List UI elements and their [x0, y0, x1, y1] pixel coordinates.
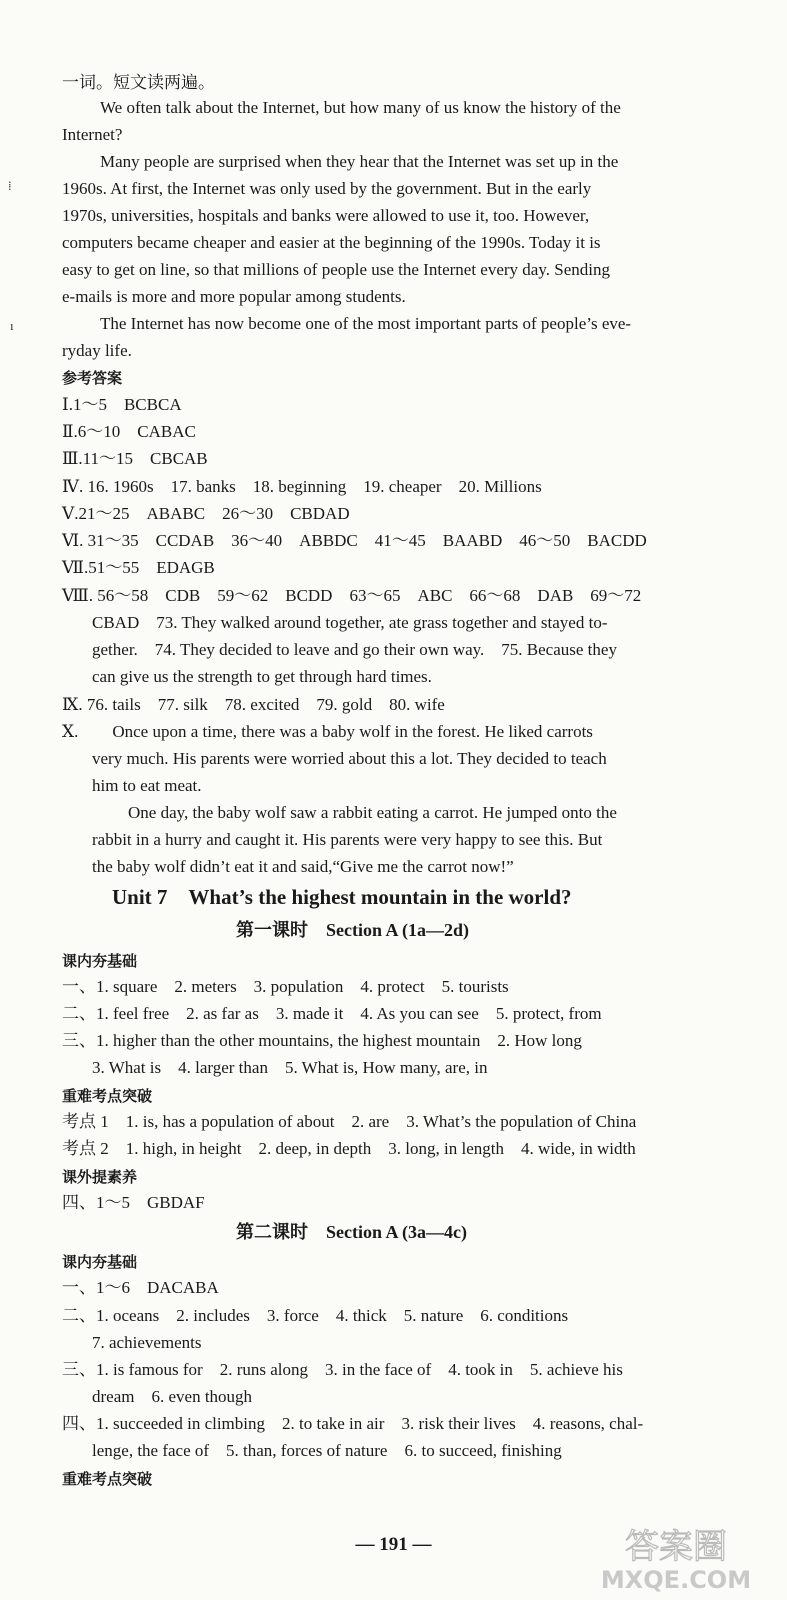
section-heading: 课外提素养: [62, 1168, 138, 1186]
section-heading: 重难考点突破: [62, 1087, 153, 1105]
answer-line: Ⅶ.51～55 EDAGB: [62, 558, 215, 577]
text-line: The Internet has now become one of the most important parts of people’s eve-: [100, 314, 632, 333]
unit-title: Unit 7 What’s the highest mountain in the world?: [112, 885, 572, 909]
answer-line: 一、1～6 DACABA: [62, 1278, 219, 1297]
section-heading: 课内夯基础: [62, 952, 138, 970]
text-line: Many people are surprised when they hear that the Internet was set up in the: [100, 152, 619, 171]
answer-line: One day, the baby wolf saw a rabbit eating a carrot. He jumped onto the: [128, 803, 617, 822]
answer-line: CBAD 73. They walked around together, ate grass together and stayed to-: [92, 613, 608, 632]
answer-line: can give us the strength to get through hard times.: [92, 667, 432, 686]
text-line: computers became cheaper and easier at the beginning of the 1990s. Today it is: [62, 233, 601, 252]
answer-line: 四、1～5 GBDAF: [62, 1193, 205, 1212]
answer-line: 7. achievements: [92, 1333, 202, 1352]
answer-line: gether. 74. They decided to leave and go their own way. 75. Because they: [92, 640, 617, 659]
answer-line: the baby wolf didn’t eat it and said,“Give me the carrot now!”: [92, 857, 514, 876]
answer-line: Ⅴ.21～25 ABABC 26～30 CBDAD: [62, 504, 350, 523]
answer-line: very much. His parents were worried about this a lot. They decided to teach: [92, 749, 607, 768]
answer-line: Ⅰ.1～5 BCBCA: [62, 395, 182, 414]
watermark-top: 答案圈: [625, 1527, 727, 1567]
answer-line: Ⅱ.6～10 CABAC: [62, 422, 196, 441]
lesson-title: 第二课时 Section A (3a—4c): [236, 1222, 467, 1242]
text-line: 一词。短文读两遍。: [62, 73, 215, 92]
answer-line: dream 6. even though: [92, 1387, 253, 1406]
answer-line: 三、1. higher than the other mountains, the highest mountain 2. How long: [62, 1031, 582, 1050]
text-line: 1970s, universities, hospitals and banks were allowed to use it, too. However,: [62, 206, 590, 225]
answer-line: 二、1. feel free 2. as far as 3. made it 4. As you can see 5. protect, from: [62, 1004, 602, 1023]
text-line: ryday life.: [62, 341, 132, 360]
text-line: Internet?: [62, 125, 123, 144]
page-number: — 191 —: [355, 1534, 432, 1555]
answer-line: 一、1. square 2. meters 3. population 4. protect 5. tourists: [62, 977, 509, 996]
section-heading: 参考答案: [62, 369, 123, 387]
margin-mark: ı: [10, 318, 14, 333]
answer-line: 考点 1 1. is, has a population of about 2. are 3. What’s the population of China: [62, 1112, 637, 1131]
answer-line: Ⅷ. 56～58 CDB 59～62 BCDD 63～65 ABC 66～68 DAB 69～72: [62, 586, 642, 605]
answer-line: rabbit in a hurry and caught it. His parents were very happy to see this. But: [92, 830, 603, 849]
text-line: e-mails is more and more popular among students.: [62, 287, 406, 306]
watermark-bottom: MXQE.COM: [600, 1566, 752, 1594]
answer-line: 3. What is 4. larger than 5. What is, How many, are, in: [92, 1058, 488, 1077]
text-line: easy to get on line, so that millions of people use the Internet every day. Sending: [62, 260, 610, 279]
answer-line: 三、1. is famous for 2. runs along 3. in the face of 4. took in 5. achieve his: [62, 1360, 623, 1379]
lesson-title: 第一课时 Section A (1a—2d): [236, 920, 470, 940]
answer-line: Ⅲ.11～15 CBCAB: [62, 449, 208, 468]
answer-line: Ⅹ. Once upon a time, there was a baby wolf in the forest. He liked carrots: [62, 722, 593, 741]
answer-line: lenge, the face of 5. than, forces of nature 6. to succeed, finishing: [92, 1441, 562, 1460]
text-line: We often talk about the Internet, but how many of us know the history of the: [100, 98, 621, 117]
answer-line: 二、1. oceans 2. includes 3. force 4. thick 5. nature 6. conditions: [62, 1306, 569, 1325]
section-heading: 课内夯基础: [62, 1253, 138, 1271]
section-heading: 重难考点突破: [62, 1470, 153, 1488]
watermark-logo: [571, 1516, 781, 1596]
answer-line: Ⅵ. 31～35 CCDAB 36～40 ABBDC 41～45 BAABD 46～50 BACDD: [62, 531, 647, 550]
margin-mark: ⁞: [8, 178, 12, 193]
answer-line: Ⅳ. 16. 1960s 17. banks 18. beginning 19. cheaper 20. Millions: [62, 477, 542, 496]
answer-line: Ⅸ. 76. tails 77. silk 78. excited 79. gold 80. wife: [62, 695, 445, 714]
answer-line: 考点 2 1. high, in height 2. deep, in depth 3. long, in length 4. wide, in width: [62, 1139, 636, 1158]
answer-line: 四、1. succeeded in climbing 2. to take in air 3. risk their lives 4. reasons, chal-: [62, 1414, 644, 1433]
answer-line: him to eat meat.: [92, 776, 202, 795]
text-line: 1960s. At first, the Internet was only used by the government. But in the early: [62, 179, 592, 198]
